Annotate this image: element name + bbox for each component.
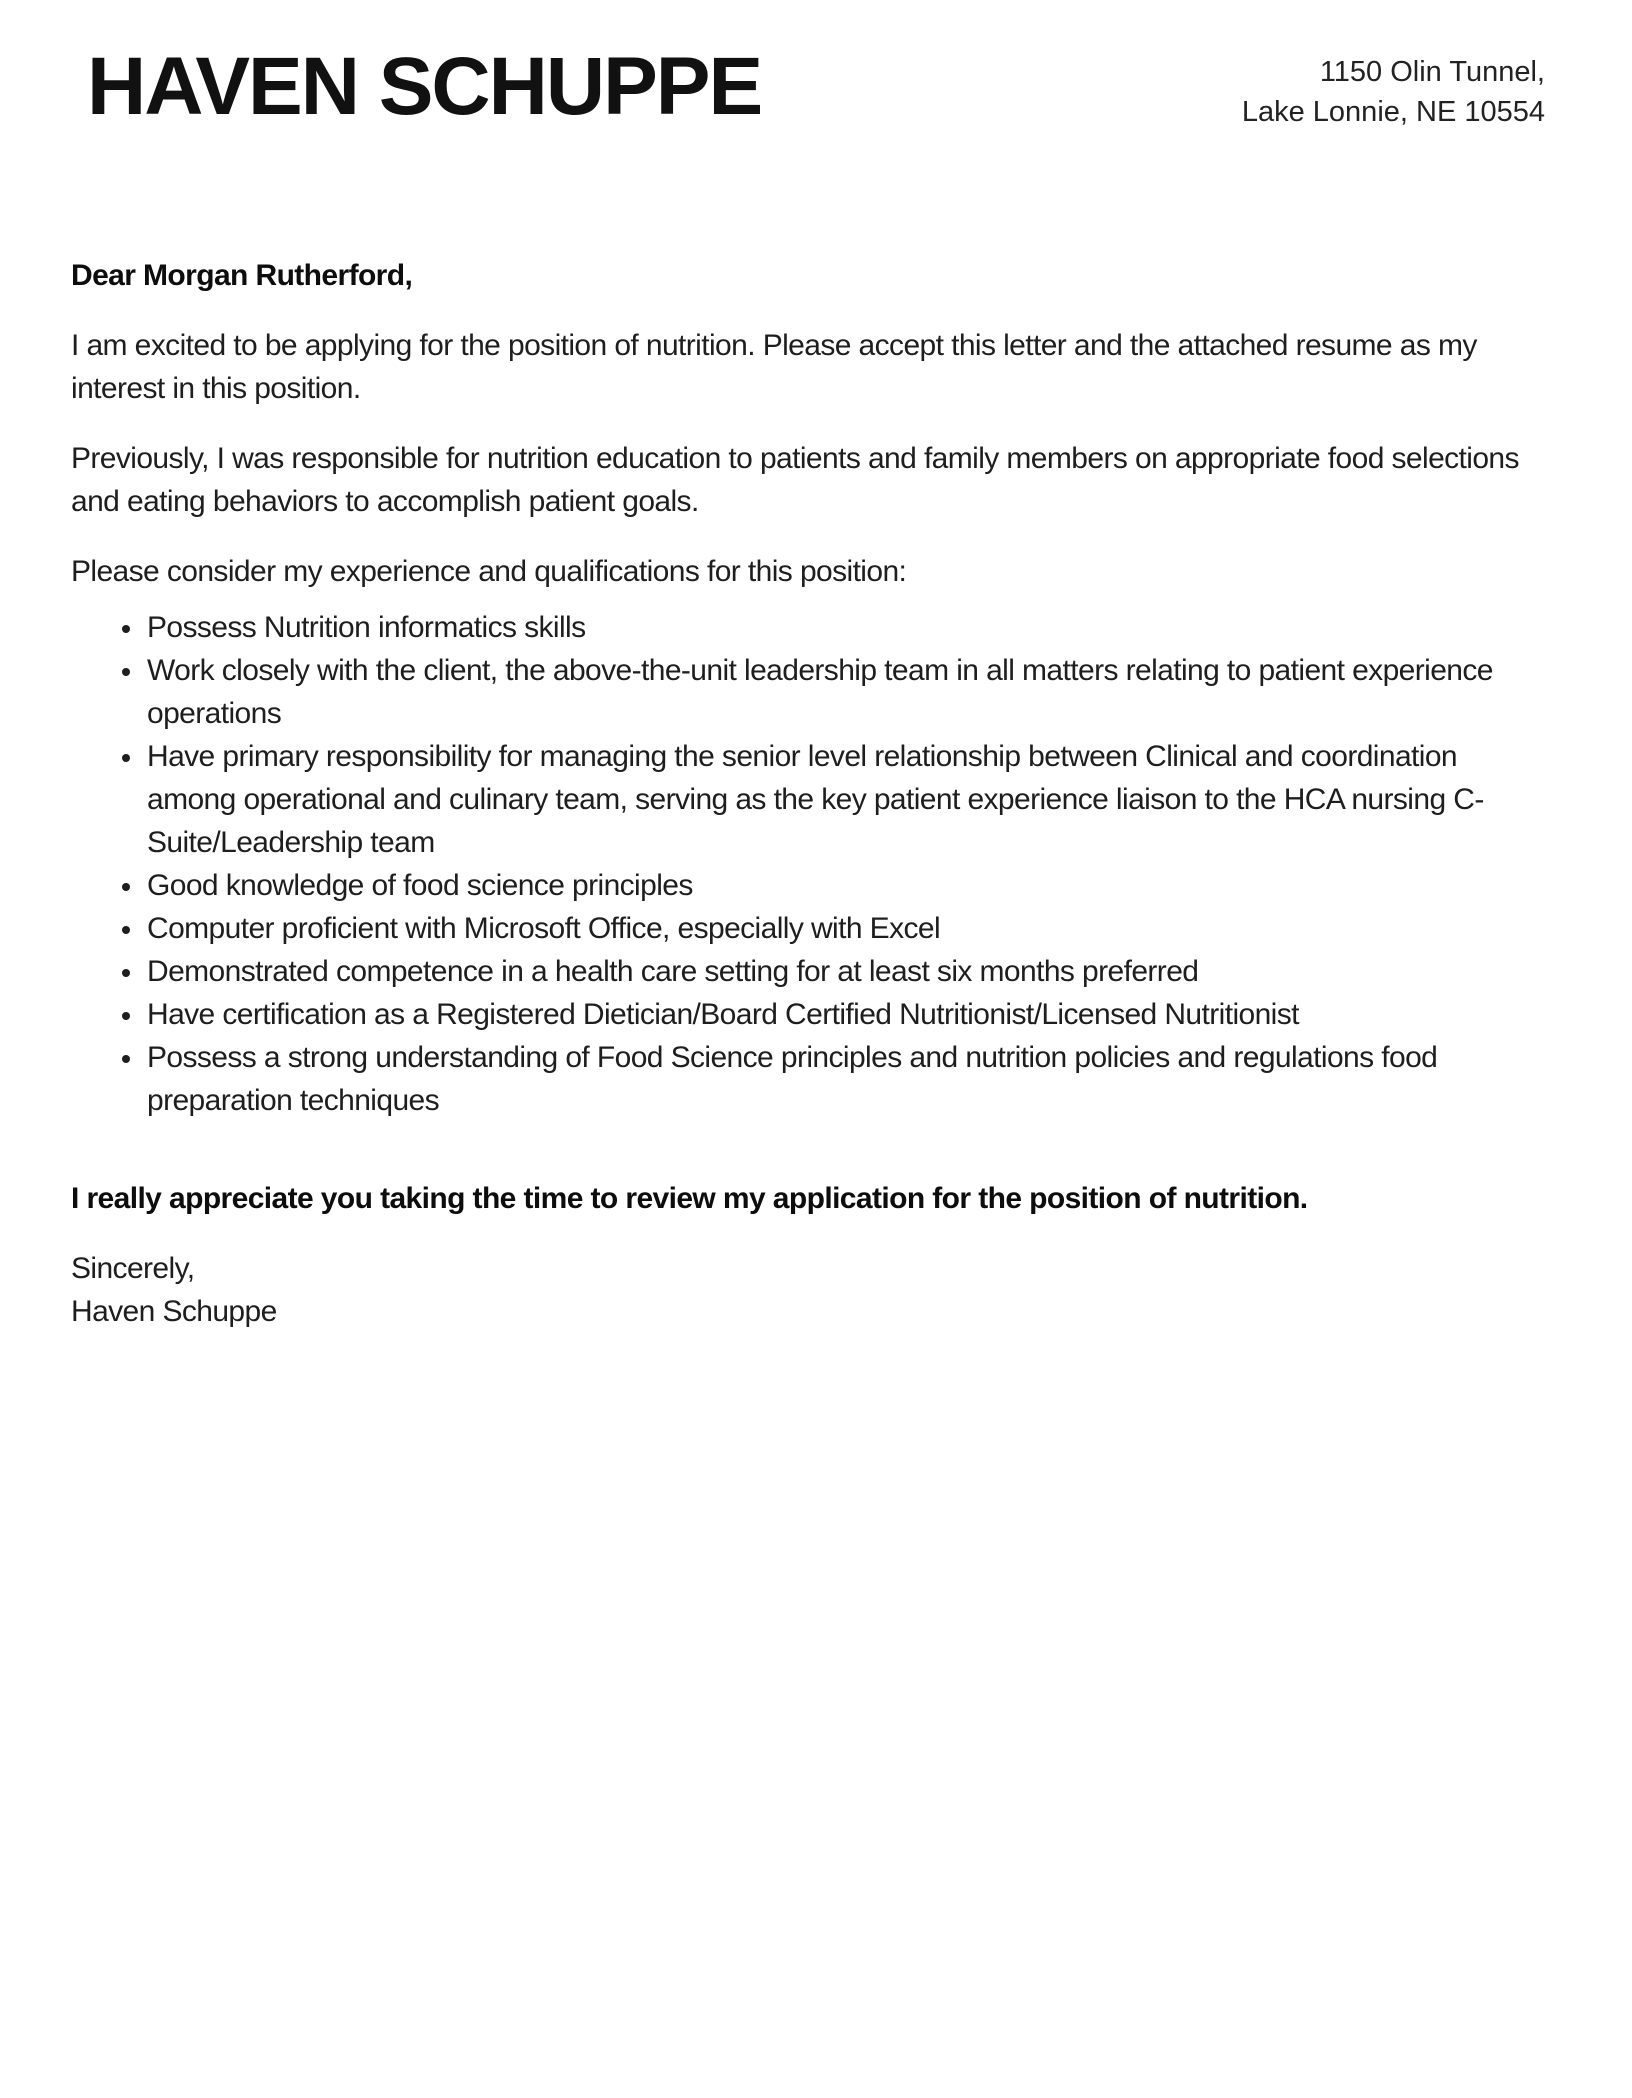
sender-name: HAVEN SCHUPPE <box>87 41 762 132</box>
list-item: • Possess Nutrition informatics skills <box>145 606 1545 649</box>
signature-block <box>71 1247 1545 1333</box>
paragraph-experience: Previously, I was responsible for nutrition education to patients and family members on appropriate food selections and eating behaviors to accomplish patient goals. <box>71 442 1519 519</box>
list-item: • Computer proficient with Microsoft Office, especially with Excel <box>145 907 1545 950</box>
paragraph-consider: Please consider my experience and qualifications for this position: <box>71 555 907 589</box>
list-item: • Work closely with the client, the above-the-unit leadership team in all matters relating to patient experience operations <box>145 649 1545 735</box>
list-item: • Have certification as a Registered Dietician/Board Certified Nutritionist/Licensed Nutritionist <box>145 993 1545 1036</box>
list-item: • Demonstrated competence in a health care setting for at least six months preferred <box>145 950 1545 993</box>
sender-address <box>1242 52 1545 132</box>
address-line-2: Lake Lonnie, NE 10554 <box>1241 96 1545 128</box>
address-line-1: 1150 Olin Tunnel, <box>1319 56 1545 88</box>
list-item: • Good knowledge of food science principles <box>145 864 1545 907</box>
list-item: • Have primary responsibility for managing the senior level relationship between Clinical and coordination among operational and culinary team, serving as the key patient experience liaison to the HCA nursing C-Suite/Leadership team <box>145 735 1545 864</box>
qualifications-list <box>71 606 1545 1122</box>
valediction: Sincerely, <box>71 1252 195 1286</box>
signature-name: Haven Schuppe <box>71 1295 277 1329</box>
list-item: • Possess a strong understanding of Food Science principles and nutrition policies and regulations food preparation techniques <box>145 1036 1545 1122</box>
paragraph-intro: I am excited to be applying for the position of nutrition. Please accept this letter and the attached resume as my interest in this position. <box>71 329 1477 406</box>
letter-header <box>71 38 1545 136</box>
salutation: Dear Morgan Rutherford, <box>71 259 413 293</box>
closing-line: I really appreciate you taking the time to review my application for the position of nutrition. <box>71 1182 1308 1216</box>
